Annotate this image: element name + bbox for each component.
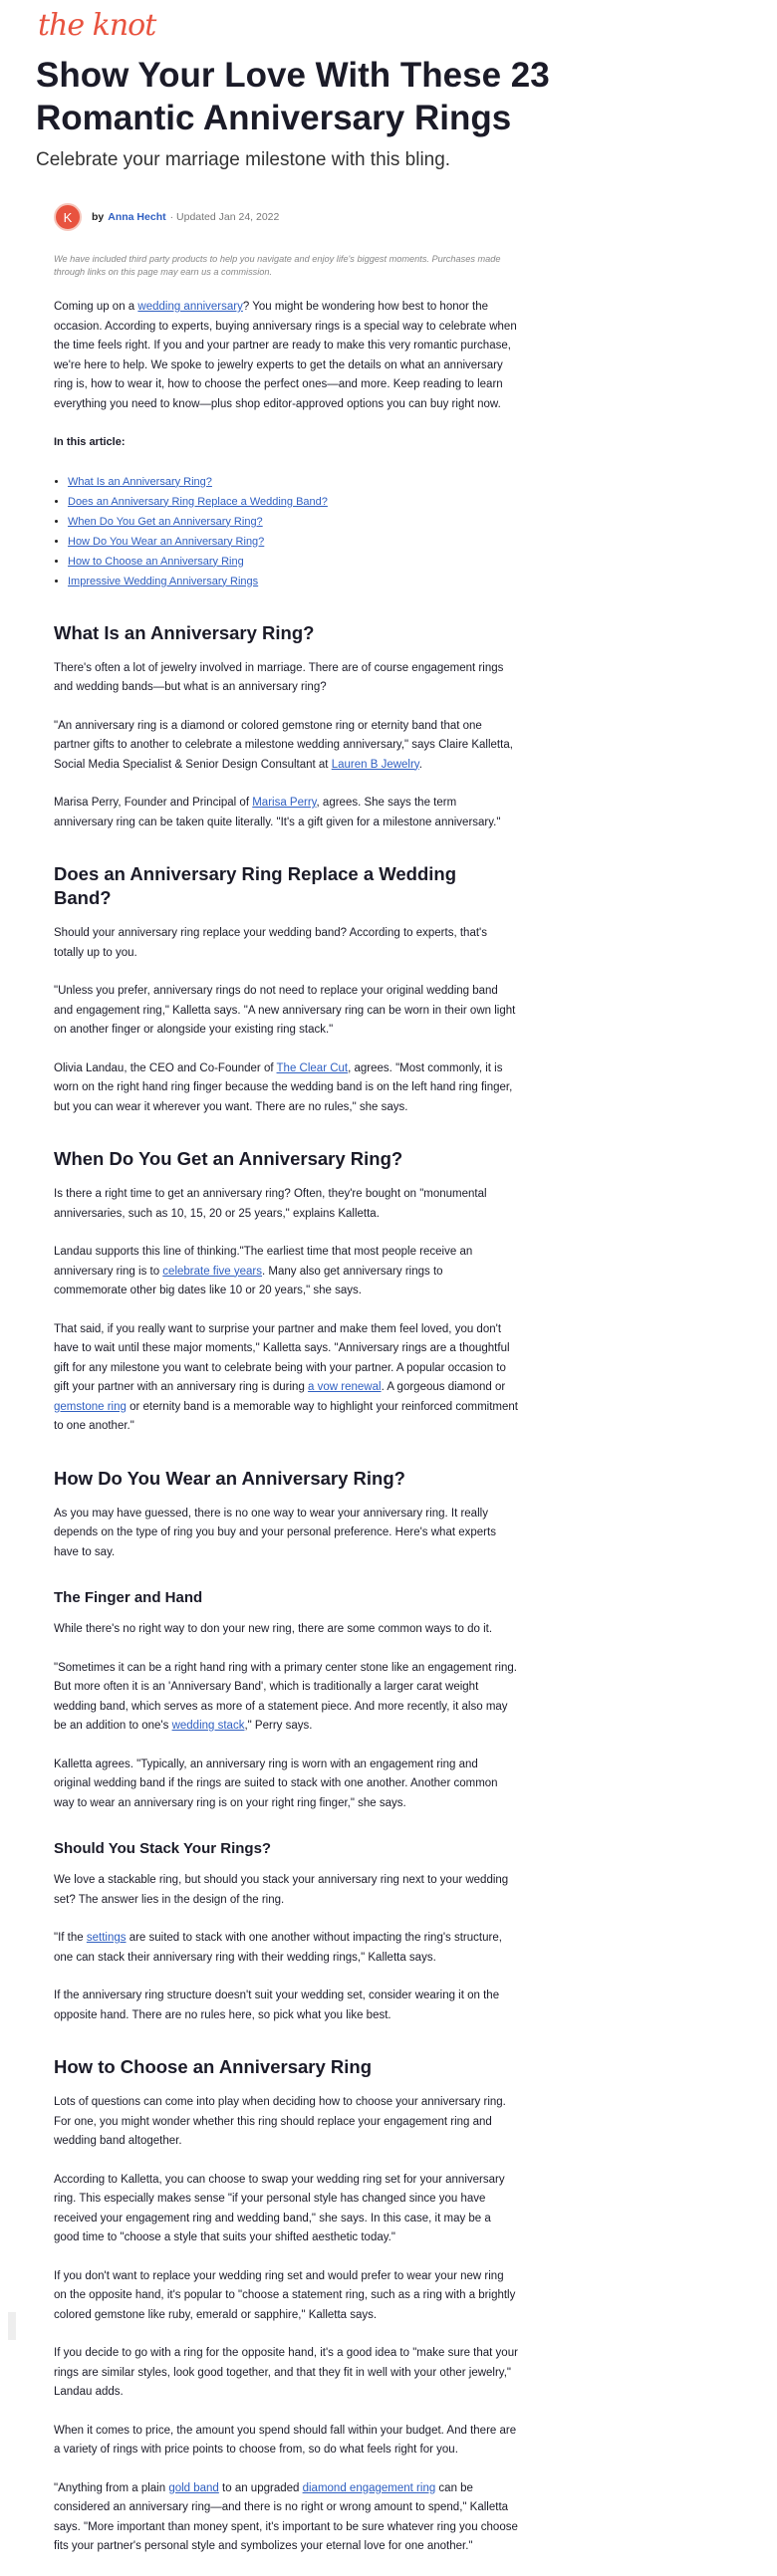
paragraph: Lots of questions can come into play when deciding how to choose your anniversary ring. For one, you might wonder whether this ring should replace your engagement ring and wedding band altogether. [54, 2096, 506, 2147]
toc-link-when[interactable]: When Do You Get an Anniversary Ring? [68, 515, 263, 528]
avatar[interactable] [54, 203, 82, 231]
paragraph: "Anything from a plain gold band to an upgraded diamond engagement ring can be considered an anniversary ring—and there is no right or wrong amount to spend," Kalletta says. "More important than money spent, it's important to be sure whatever ring you choose fits your partner's personal style and symbolizes your eternal love for one another." [54, 2481, 518, 2552]
vow-renewal-link[interactable]: a vow renewal [308, 1381, 382, 1393]
table-of-contents [54, 472, 518, 591]
paragraph: If you don't want to replace your wedding ring set and would prefer to wear your new ring on the opposite hand, it's popular to "choose a statement ring, such as a ring with a brightly colored gemstone like ruby, emerald or sapphire," Kalletta says. [54, 2269, 516, 2321]
avatar-letter: K [63, 209, 73, 225]
toc-item [68, 512, 518, 532]
paragraph: If you decide to go with a ring for the opposite hand, it's a good idea to "make sure that your rings are similar styles, look good together, and that they fit in well with your other jewelry," Landau adds. [54, 2347, 518, 2398]
paragraph: Olivia Landau, the CEO and Co-Founder of The Clear Cut, agrees. "Most commonly, it is worn on the right hand ring finger because the wedding band is on the left hand ring finger, but you can wear it wherever you want. There are no rules," she says. [54, 1061, 513, 1113]
toc-title: In this article: [54, 436, 126, 448]
toc-item [68, 552, 518, 572]
paragraph: "An anniversary ring is a diamond or colored gemstone ring or eternity band that one partner gifts to another to celebrate a milestone wedding anniversary," says Claire Kalletta, Social Media Specialist & Senior Design Consultant at Lauren B Jewelry. [54, 719, 513, 771]
paragraph: As you may have guessed, there is no one way to wear your anniversary ring. It really depends on the type of ring you buy and your personal preference. Here's what experts have to say. [54, 1507, 496, 1558]
marisa-perry-link[interactable]: Marisa Perry [252, 797, 317, 809]
affiliate-disclaimer: We have included third party products to help you navigate and enjoy life's biggest moments. Purchases made through links on this page may earn us a commission. [54, 254, 501, 277]
toc-item [68, 572, 518, 591]
section-heading-wear: How Do You Wear an Anniversary Ring? [54, 1467, 405, 1489]
toc-link-replace[interactable]: Does an Anniversary Ring Replace a Wedding Band? [68, 495, 328, 508]
the-knot-logo[interactable]: the knot [38, 8, 156, 43]
paragraph: Kalletta agrees. "Typically, an anniversary ring is worn with an engagement ring and original wedding band if the rings are suited to stack with one another. Another common way to wear an anniversary ring is on your right ring finger," she says. [54, 1757, 498, 1809]
page-subtitle: Celebrate your marriage milestone with this bling. [36, 149, 451, 170]
toc-link-choose[interactable]: How to Choose an Anniversary Ring [68, 555, 244, 568]
toc-link-what-is[interactable]: What Is an Anniversary Ring? [68, 475, 212, 488]
byline [54, 201, 279, 233]
the-clear-cut-link[interactable]: The Clear Cut [276, 1061, 349, 1074]
toc-item [68, 492, 518, 512]
wedding-stack-link[interactable]: wedding stack [171, 1720, 245, 1732]
gemstone-ring-link[interactable]: gemstone ring [54, 1400, 127, 1413]
settings-link[interactable]: settings [86, 1932, 127, 1944]
paragraph: Is there a right time to get an anniversary ring? Often, they're bought on "monumental anniversaries, such as 10, 15, 20 or 25 years," explains Kalletta. [54, 1188, 487, 1220]
paragraph: We love a stackable ring, but should you stack your anniversary ring next to your wedding set? The answer lies in the design of the ring. [54, 1874, 509, 1906]
subheading-stack: Should You Stack Your Rings? [54, 1840, 272, 1857]
paragraph: Landau supports this line of thinking."The earliest time that most people receive an anniversary ring is to celebrate five years. Many also get anniversary rings to commemorate other big dates like 10 or 20 years," she says. [54, 1246, 473, 1296]
wedding-anniversary-link[interactable]: wedding anniversary [137, 301, 243, 313]
toc-link-rings[interactable]: Impressive Wedding Anniversary Rings [68, 575, 259, 587]
author-link[interactable]: Anna Hecht [108, 211, 166, 223]
section-heading-choose: How to Choose an Anniversary Ring [54, 2056, 372, 2077]
diamond-engagement-ring-link[interactable]: diamond engagement ring [302, 2481, 436, 2494]
toc-item [68, 532, 518, 552]
section-heading-what-is: What Is an Anniversary Ring? [54, 621, 315, 643]
celebrate-five-years-link[interactable]: celebrate five years [162, 1265, 263, 1278]
lauren-b-jewelry-link[interactable]: Lauren B Jewelry [331, 758, 419, 771]
section-heading-when: When Do You Get an Anniversary Ring? [54, 1148, 403, 1169]
paragraph: While there's no right way to don your new ring, there are some common ways to do it. [54, 1623, 493, 1635]
byline-by: by [92, 211, 105, 223]
section-heading-replace: Does an Anniversary Ring Replace a Wedding Band? [54, 863, 457, 908]
subheading-finger-hand: The Finger and Hand [54, 1589, 203, 1606]
updated-date: · Updated Jan 24, 2022 [169, 211, 280, 223]
paragraph: "If the settings are suited to stack with one another without impacting the ring's structure, one can stack their anniversary ring with their wedding rings," Kalletta says. [54, 1932, 502, 1964]
toc-link-wear[interactable]: How Do You Wear an Anniversary Ring? [68, 535, 265, 548]
paragraph: "Unless you prefer, anniversary rings do not need to replace your original wedding band and engagement ring," Kalletta says. "A new anniversary ring can be worn in their own light on another finger or alongside your existing ring stack." [54, 985, 516, 1036]
paragraph: That said, if you really want to surprise your partner and make them feel loved, you don't have to wait until these major moments," Kalletta says. "Anniversary rings are a thoughtful gift for any milestone you want to celebrate being with your partner. A popular occasion to gift your partner with an anniversary ring is during a vow renewal. A gorgeous diamond or gemstone ring or eternity band is a memorable way to highlight your reinforced commitment to one another." [54, 1322, 518, 1432]
intro-paragraph: Coming up on a wedding anniversary? You might be wondering how best to honor the occasion. According to experts, buying anniversary rings is a special way to celebrate when the time feels right. If you and your partner are ready to make this very romantic purchase, we're here to help. We spoke to jewelry experts to get the details on what an anniversary ring is, how to wear it, how to choose the perfect ones—and more. Keep reading to learn everything you need to know—plus shop editor-approved options you can buy right now. [54, 301, 517, 410]
article-body [54, 253, 518, 2576]
paragraph: Marisa Perry, Founder and Principal of Marisa Perry, agrees. She says the term anniversary ring can be taken quite literally. "It's a gift given for a milestone anniversary." [54, 797, 501, 828]
paragraph: Should your anniversary ring replace your wedding band? According to experts, that's totally up to you. [54, 927, 487, 959]
paragraph: "Sometimes it can be a right hand ring with a primary center stone like an engagement ring. But more often it is an 'Anniversary Band', which is traditionally a larger carat weight wedding band, which serves as more of a statement piece. And more recently, it also may be an addition to one's wedding stack," Perry says. [54, 1661, 517, 1732]
gold-band-link[interactable]: gold band [168, 2481, 219, 2494]
paragraph: According to Kalletta, you can choose to swap your wedding ring set for your anniversary ring. This especially makes sense "if your personal style has changed since you have received your engagement ring and wedding band," she says. In this case, it may be a good time to "choose a style that suits your shifted aesthetic today." [54, 2173, 505, 2243]
paragraph: If the anniversary ring structure doesn't suit your wedding set, consider wearing it on the opposite hand. There are no rules here, so pick what you like best. [54, 1990, 500, 2021]
side-scroll-marker [8, 2312, 16, 2340]
paragraph: When it comes to price, the amount you spend should fall within your budget. And there are a variety of rings with price points to choose from, so do what feels right for you. [54, 2424, 517, 2456]
toc-item [68, 472, 518, 492]
paragraph: There's often a lot of jewelry involved in marriage. There are of course engagement rings and wedding bands—but what is an anniversary ring? [54, 661, 504, 693]
page-title: Show Your Love With These 23 Romantic Anniversary Rings [36, 56, 550, 137]
